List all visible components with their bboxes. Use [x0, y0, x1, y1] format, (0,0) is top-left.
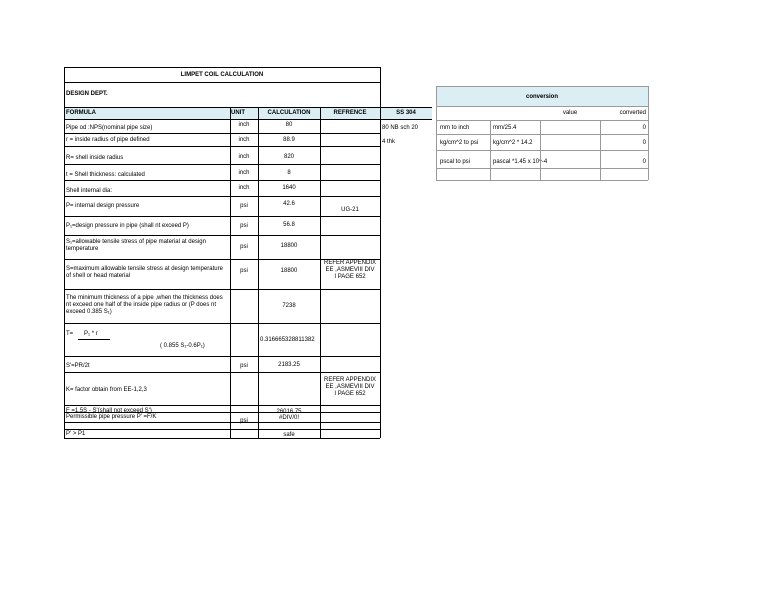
header-unit: UNIT — [231, 110, 245, 116]
calc-cell: 7238 — [282, 303, 296, 309]
header-reference: REFRENCE — [333, 110, 367, 116]
calc-cell: 820 — [283, 154, 294, 160]
value-input-cell[interactable] — [541, 151, 599, 167]
reference-cell: UG-21 — [341, 207, 359, 213]
conversion-result: 0 — [642, 159, 646, 165]
formula-cell: P₁=design pressure in pipe (shall nt exceed P) — [66, 223, 189, 229]
calc-cell: 8 — [287, 170, 291, 176]
unit-cell: inch — [238, 170, 250, 176]
value-input-cell[interactable] — [541, 121, 599, 133]
calc-cell: #DIV/0! — [278, 415, 299, 421]
t-formula-denominator: ( 0.855 S₁-0.6P₁) — [160, 343, 205, 349]
t-formula-value: 0.316665328811382 — [260, 337, 315, 343]
conversion-result: 0 — [642, 140, 646, 146]
note-cell: 80 NB sch 20 — [382, 125, 419, 131]
unit-cell: psi — [240, 203, 248, 209]
col-converted-header: converted — [619, 110, 646, 116]
formula-cell: Permissible pipe pressure P' =F/K — [66, 414, 157, 420]
unit-cell: psi — [240, 268, 248, 274]
header-formula: FORMULA — [66, 110, 96, 116]
formula-cell: S'=PR/2t — [66, 363, 90, 369]
conversion-label: kg/cm^2 to psi — [440, 140, 479, 146]
unit-cell: inch — [238, 137, 250, 143]
reference-cell: REFER APPENDIX EE ,ASMEVIII DIV I PAGE 652 — [324, 260, 377, 280]
conversion-title: conversion — [525, 94, 558, 100]
calc-cell: 2183.25 — [278, 362, 300, 368]
col-value-header: value — [562, 110, 578, 116]
calc-cell: 18800 — [280, 268, 298, 274]
conversion-result: 0 — [642, 125, 646, 131]
unit-cell: inch — [238, 154, 250, 160]
dept-label: DESIGN DEPT. — [66, 91, 108, 97]
formula-cell: r = inside radius of pipe defined — [66, 137, 150, 143]
conversion-formula: pascal *1.45 x 10^-4 — [493, 159, 548, 165]
formula-cell: S=maximum allowable tensile stress at design temperature of shell or head material — [66, 266, 223, 279]
header-calculation: CALCULATION — [267, 110, 311, 116]
t-formula-numerator: P₁ * r — [84, 331, 98, 337]
calc-cell: 80 — [285, 122, 293, 128]
calc-cell: 18800 — [280, 243, 298, 249]
calc-cell: 56.8 — [283, 222, 295, 228]
formula-cell: Shell internal dia: — [66, 188, 113, 194]
fraction-bar — [78, 339, 110, 340]
reference-cell: REFER APPENDIX EE ,ASMEVIII DIV I PAGE 652 — [324, 377, 377, 397]
unit-cell: psi — [240, 418, 248, 424]
calc-cell: 42.6 — [283, 201, 295, 207]
formula-cell: R= shell inside radius — [66, 155, 124, 161]
formula-cell: P= internal design pressure — [66, 203, 140, 209]
unit-cell: inch — [238, 185, 250, 191]
calc-cell: safe — [283, 432, 295, 438]
unit-cell: psi — [240, 363, 248, 369]
formula-cell: S₁=allowable tensile stress of pipe material at design temperature — [66, 239, 206, 252]
unit-cell: psi — [240, 223, 248, 229]
conversion-formula: kg/cm^2 * 14.2 — [493, 140, 533, 146]
conversion-label: pscal to psi — [440, 159, 471, 165]
formula-cell: Pipe od :NPS(nominal pipe size) — [66, 125, 153, 131]
calc-cell: 1640 — [282, 185, 296, 191]
value-input-cell[interactable] — [541, 135, 599, 149]
unit-cell: inch — [238, 122, 250, 128]
calc-cell: 88.9 — [283, 137, 295, 143]
conversion-formula: mm/25.4 — [493, 125, 517, 131]
formula-cell: F =1.5S - S'(shall not exceed S') — [66, 408, 152, 414]
formula-cell: P' > P1 — [66, 431, 86, 437]
sheet-title: LIMPET COIL CALCULATION — [180, 72, 264, 78]
formula-cell: t = Shell thickness: calculated — [66, 172, 145, 178]
formula-cell: K= factor obtain from EE-1,2,3 — [66, 387, 147, 393]
conversion-label: mm to inch — [440, 125, 470, 131]
unit-cell: psi — [240, 244, 248, 250]
calc-cell: 26016.75 — [276, 409, 302, 415]
formula-cell: The minimum thickness of a pipe ,when the thickness does nt exceed one half of the inside pipe radius or (P does nt exceed 0.385 S₁) — [66, 295, 223, 315]
note-cell: 4 thk — [382, 139, 396, 145]
t-formula-label: T= — [66, 331, 74, 337]
header-material: SS 304 — [396, 110, 416, 116]
